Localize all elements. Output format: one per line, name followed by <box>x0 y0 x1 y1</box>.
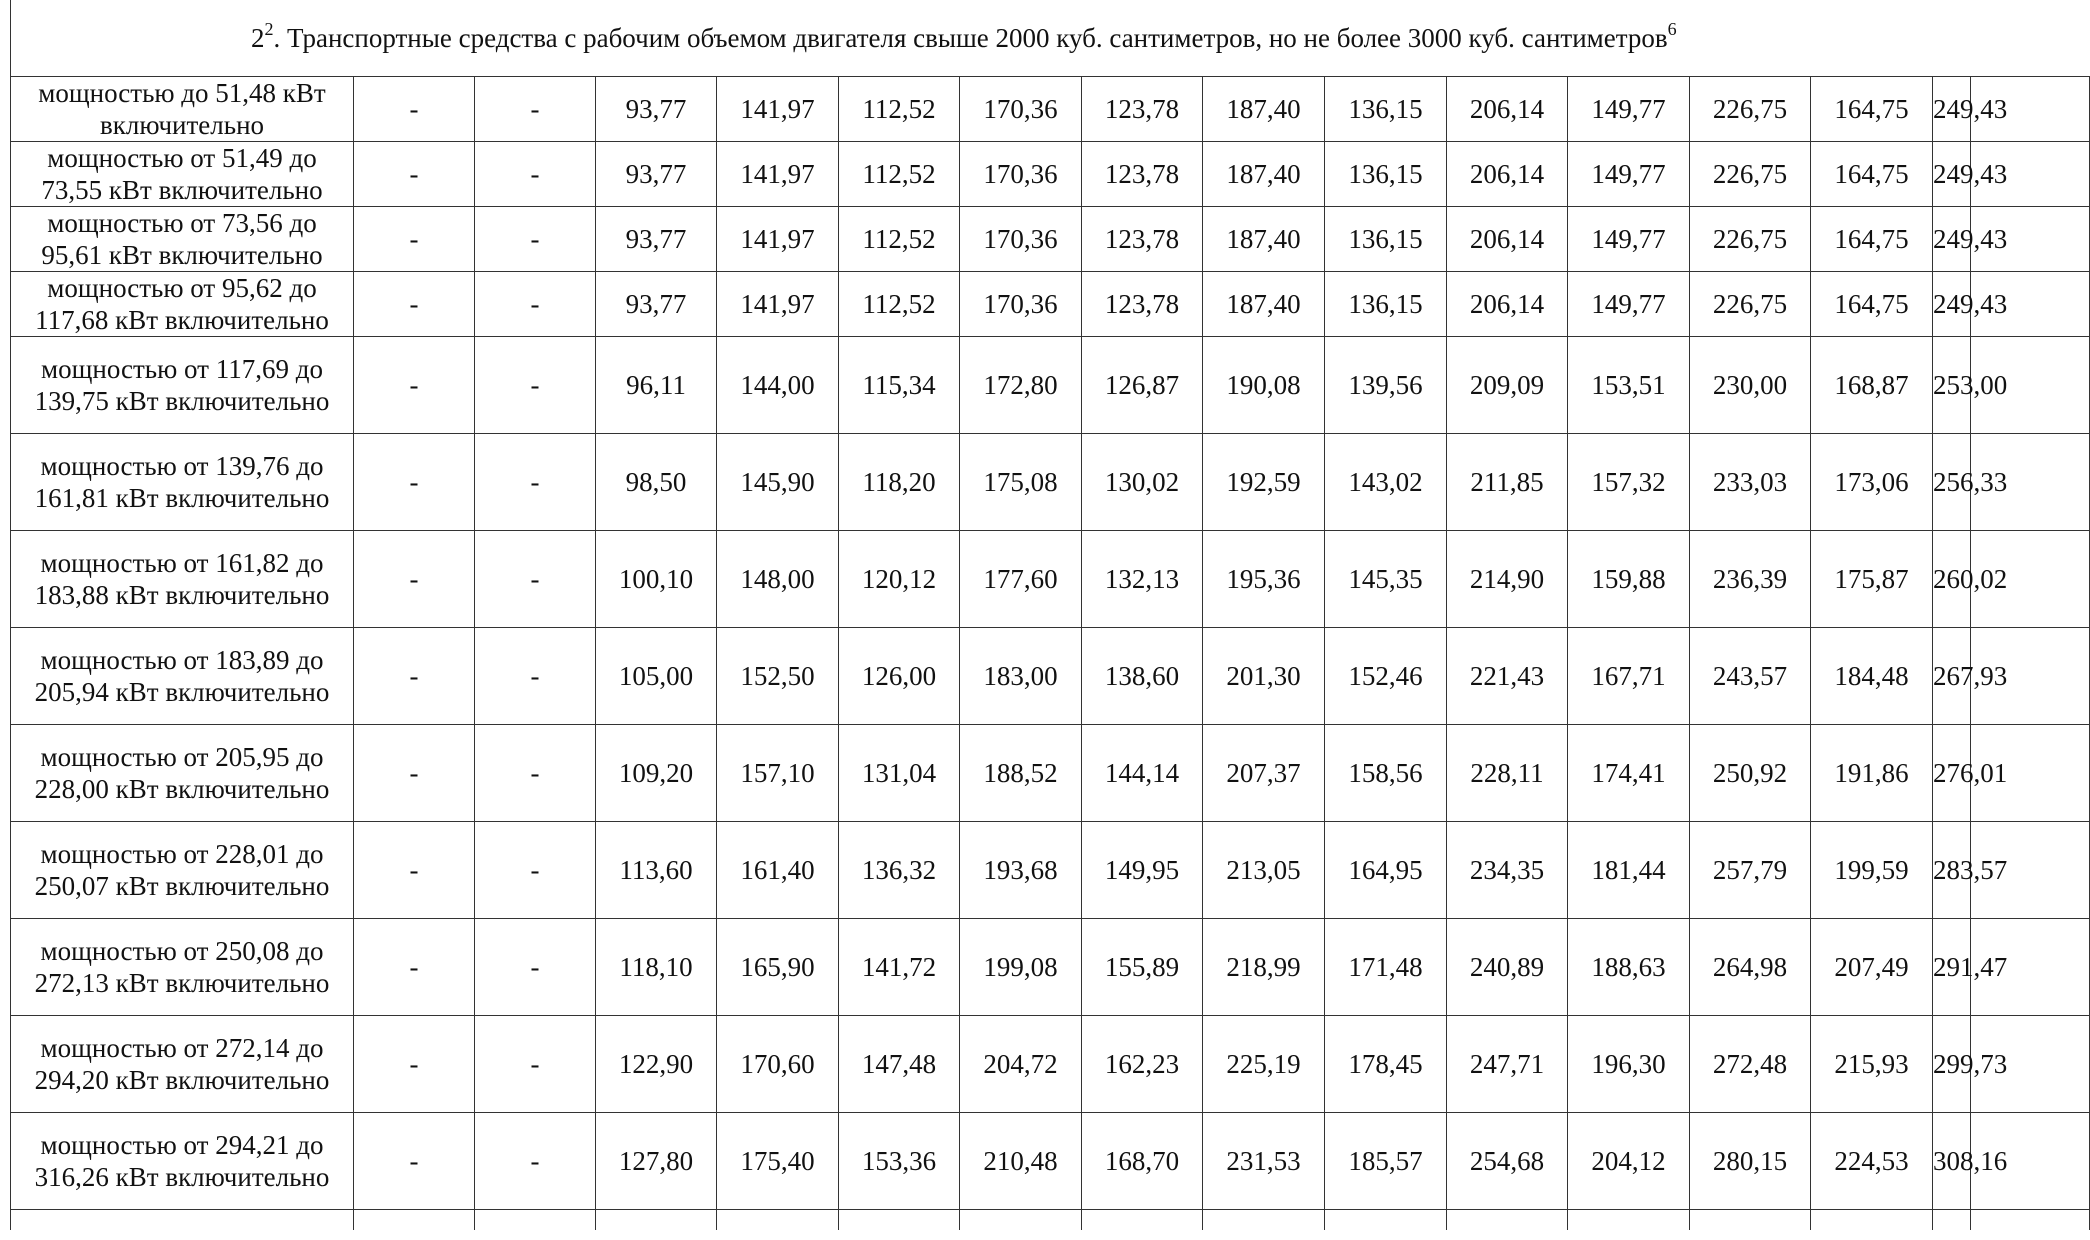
table-row <box>11 822 2090 919</box>
coefficient-cell: 155,89 <box>1082 919 1203 1016</box>
coefficient-cell: 145,90 <box>717 434 839 531</box>
coefficient-cell: 93,77 <box>596 207 717 272</box>
coefficient-cell: 144,00 <box>717 337 839 434</box>
coefficient-cell: 112,52 <box>839 207 960 272</box>
coefficient-cell: 157,10 <box>717 725 839 822</box>
coefficient-cell: 190,08 <box>1203 337 1325 434</box>
section-number: 2 <box>251 23 265 53</box>
empty-value-cell: - <box>475 337 596 434</box>
table-body <box>11 77 2090 1230</box>
coefficient-cell: 149,77 <box>1568 207 1690 272</box>
coefficient-cell: 141,97 <box>717 77 839 142</box>
power-range-label: мощностью от 95,62 до 117,68 кВт включительно <box>11 272 354 337</box>
power-range-label: мощностью от 117,69 до 139,75 кВт включительно <box>11 337 354 434</box>
cropped-cell <box>1933 1210 1971 1230</box>
coefficient-cell: 178,45 <box>1325 1016 1447 1113</box>
coefficient-cell: 100,10 <box>596 531 717 628</box>
power-range-label: мощностью до 51,48 кВт включительно <box>11 77 354 142</box>
coefficient-cell: 276,01 <box>1933 725 1971 822</box>
empty-value-cell: - <box>354 628 475 725</box>
coefficient-cell: 206,14 <box>1447 207 1568 272</box>
section-title-text <box>251 0 1677 77</box>
coefficient-cell: 272,48 <box>1690 1016 1811 1113</box>
coefficient-cell: 148,00 <box>717 531 839 628</box>
power-range-label: мощностью от 51,49 до 73,55 кВт включительно <box>11 142 354 207</box>
coefficient-cell: 145,35 <box>1325 531 1447 628</box>
coefficient-cell: 139,56 <box>1325 337 1447 434</box>
coefficient-cell: 249,43 <box>1933 142 1971 207</box>
power-range-label: мощностью от 294,21 до 316,26 кВт включительно <box>11 1113 354 1210</box>
coefficient-cell: 161,40 <box>717 822 839 919</box>
coefficient-cell: 256,33 <box>1933 434 1971 531</box>
power-range-label: мощностью от 228,01 до 250,07 кВт включительно <box>11 822 354 919</box>
coefficient-cell: 211,85 <box>1447 434 1568 531</box>
coefficient-cell: 308,16 <box>1933 1113 1971 1210</box>
coefficient-cell: 164,75 <box>1811 77 1933 142</box>
coefficient-cell: 136,15 <box>1325 272 1447 337</box>
coefficient-cell: 159,88 <box>1568 531 1690 628</box>
coefficient-cell: 170,36 <box>960 77 1082 142</box>
coefficient-cell: 157,32 <box>1568 434 1690 531</box>
coefficient-cell: 170,36 <box>960 142 1082 207</box>
cropped-cell <box>1811 1210 1933 1230</box>
coefficient-cell: 184,48 <box>1811 628 1933 725</box>
coefficient-cell: 98,50 <box>596 434 717 531</box>
empty-value-cell: - <box>475 77 596 142</box>
coefficient-cell: 118,20 <box>839 434 960 531</box>
empty-value-cell: - <box>354 531 475 628</box>
cropped-cell <box>11 1210 354 1230</box>
tariff-table <box>10 76 2090 1230</box>
coefficient-cell: 172,80 <box>960 337 1082 434</box>
coefficient-cell: 123,78 <box>1082 272 1203 337</box>
coefficient-cell: 123,78 <box>1082 77 1203 142</box>
coefficient-cell: 267,93 <box>1933 628 1971 725</box>
coefficient-cell: 136,32 <box>839 822 960 919</box>
cropped-cell <box>475 1210 596 1230</box>
empty-value-cell: - <box>475 207 596 272</box>
table-row <box>11 919 2090 1016</box>
table-row <box>11 531 2090 628</box>
coefficient-cell: 233,03 <box>1690 434 1811 531</box>
empty-value-cell: - <box>475 434 596 531</box>
coefficient-cell: 253,00 <box>1933 337 1971 434</box>
coefficient-cell: 280,15 <box>1690 1113 1811 1210</box>
coefficient-cell: 126,00 <box>839 628 960 725</box>
coefficient-cell: 226,75 <box>1690 77 1811 142</box>
empty-value-cell: - <box>354 77 475 142</box>
footnote-marker: 6 <box>1667 19 1677 39</box>
coefficient-cell: 206,14 <box>1447 77 1568 142</box>
table-row <box>11 142 2090 207</box>
coefficient-cell: 149,95 <box>1082 822 1203 919</box>
empty-value-cell: - <box>354 207 475 272</box>
coefficient-cell: 192,59 <box>1203 434 1325 531</box>
coefficient-cell: 249,43 <box>1933 77 1971 142</box>
coefficient-cell: 249,43 <box>1933 207 1971 272</box>
coefficient-cell: 109,20 <box>596 725 717 822</box>
coefficient-cell: 141,97 <box>717 142 839 207</box>
coefficient-cell: 199,59 <box>1811 822 1933 919</box>
coefficient-cell: 168,70 <box>1082 1113 1203 1210</box>
coefficient-cell: 187,40 <box>1203 207 1325 272</box>
cropped-cell <box>1568 1210 1690 1230</box>
coefficient-cell: 175,40 <box>717 1113 839 1210</box>
empty-value-cell: - <box>354 919 475 1016</box>
coefficient-cell: 136,15 <box>1325 77 1447 142</box>
coefficient-cell: 226,75 <box>1690 142 1811 207</box>
table-row <box>11 207 2090 272</box>
coefficient-cell: 123,78 <box>1082 207 1203 272</box>
coefficient-cell: 130,02 <box>1082 434 1203 531</box>
coefficient-cell: 228,11 <box>1447 725 1568 822</box>
coefficient-cell: 240,89 <box>1447 919 1568 1016</box>
cropped-cell <box>596 1210 717 1230</box>
coefficient-cell: 187,40 <box>1203 77 1325 142</box>
power-range-label: мощностью от 272,14 до 294,20 кВт включительно <box>11 1016 354 1113</box>
cropped-cell <box>354 1210 475 1230</box>
coefficient-cell: 123,78 <box>1082 142 1203 207</box>
coefficient-cell: 206,14 <box>1447 142 1568 207</box>
table-row <box>11 1016 2090 1113</box>
coefficient-cell: 168,87 <box>1811 337 1933 434</box>
coefficient-cell: 181,44 <box>1568 822 1690 919</box>
table-row <box>11 1113 2090 1210</box>
cropped-cell <box>1690 1210 1811 1230</box>
coefficient-cell: 152,46 <box>1325 628 1447 725</box>
coefficient-cell: 149,77 <box>1568 272 1690 337</box>
coefficient-cell: 118,10 <box>596 919 717 1016</box>
coefficient-cell: 193,68 <box>960 822 1082 919</box>
coefficient-cell: 141,97 <box>717 272 839 337</box>
coefficient-cell: 254,68 <box>1447 1113 1568 1210</box>
empty-value-cell: - <box>475 919 596 1016</box>
table-section-title <box>10 0 2085 77</box>
empty-value-cell: - <box>354 337 475 434</box>
coefficient-cell: 231,53 <box>1203 1113 1325 1210</box>
coefficient-cell: 113,60 <box>596 822 717 919</box>
coefficient-cell: 93,77 <box>596 142 717 207</box>
empty-value-cell: - <box>354 1113 475 1210</box>
coefficient-cell: 93,77 <box>596 272 717 337</box>
cropped-cell <box>717 1210 839 1230</box>
table-row <box>11 628 2090 725</box>
coefficient-cell: 165,90 <box>717 919 839 1016</box>
coefficient-cell: 174,41 <box>1568 725 1690 822</box>
coefficient-cell: 153,36 <box>839 1113 960 1210</box>
coefficient-cell: 170,60 <box>717 1016 839 1113</box>
coefficient-cell: 170,36 <box>960 272 1082 337</box>
coefficient-cell: 207,37 <box>1203 725 1325 822</box>
coefficient-cell: 225,19 <box>1203 1016 1325 1113</box>
coefficient-cell: 158,56 <box>1325 725 1447 822</box>
coefficient-cell: 234,35 <box>1447 822 1568 919</box>
coefficient-cell: 210,48 <box>960 1113 1082 1210</box>
coefficient-cell: 183,00 <box>960 628 1082 725</box>
coefficient-cell: 187,40 <box>1203 272 1325 337</box>
cropped-cell <box>1082 1210 1203 1230</box>
coefficient-cell: 204,72 <box>960 1016 1082 1113</box>
coefficient-cell: 164,75 <box>1811 272 1933 337</box>
power-range-label: мощностью от 250,08 до 272,13 кВт включительно <box>11 919 354 1016</box>
coefficient-cell: 115,34 <box>839 337 960 434</box>
coefficient-cell: 260,02 <box>1933 531 1971 628</box>
coefficient-cell: 215,93 <box>1811 1016 1933 1113</box>
empty-value-cell: - <box>354 434 475 531</box>
coefficient-cell: 170,36 <box>960 207 1082 272</box>
coefficient-cell: 224,53 <box>1811 1113 1933 1210</box>
coefficient-cell: 96,11 <box>596 337 717 434</box>
coefficient-cell: 164,95 <box>1325 822 1447 919</box>
coefficient-cell: 250,92 <box>1690 725 1811 822</box>
section-number-superscript: 2 <box>264 19 274 39</box>
coefficient-cell: 149,77 <box>1568 77 1690 142</box>
empty-value-cell: - <box>475 1016 596 1113</box>
power-range-label: мощностью от 161,82 до 183,88 кВт включительно <box>11 531 354 628</box>
empty-value-cell: - <box>475 725 596 822</box>
power-range-label: мощностью от 73,56 до 95,61 кВт включительно <box>11 207 354 272</box>
coefficient-cell: 127,80 <box>596 1113 717 1210</box>
empty-value-cell: - <box>475 142 596 207</box>
coefficient-cell: 195,36 <box>1203 531 1325 628</box>
power-range-label: мощностью от 183,89 до 205,94 кВт включительно <box>11 628 354 725</box>
coefficient-cell: 226,75 <box>1690 207 1811 272</box>
coefficient-cell: 126,87 <box>1082 337 1203 434</box>
coefficient-cell: 105,00 <box>596 628 717 725</box>
coefficient-cell: 177,60 <box>960 531 1082 628</box>
empty-value-cell: - <box>354 725 475 822</box>
empty-value-cell: - <box>475 272 596 337</box>
coefficient-cell: 213,05 <box>1203 822 1325 919</box>
coefficient-cell: 171,48 <box>1325 919 1447 1016</box>
coefficient-cell: 164,75 <box>1811 142 1933 207</box>
coefficient-cell: 206,14 <box>1447 272 1568 337</box>
coefficient-cell: 153,51 <box>1568 337 1690 434</box>
coefficient-cell: 112,52 <box>839 272 960 337</box>
power-range-label: мощностью от 205,95 до 228,00 кВт включительно <box>11 725 354 822</box>
coefficient-cell: 264,98 <box>1690 919 1811 1016</box>
cropped-cell <box>1971 1210 2090 1230</box>
coefficient-cell: 291,47 <box>1933 919 1971 1016</box>
coefficient-cell: 144,14 <box>1082 725 1203 822</box>
coefficient-cell: 214,90 <box>1447 531 1568 628</box>
table-row <box>11 725 2090 822</box>
coefficient-cell: 247,71 <box>1447 1016 1568 1113</box>
table-row <box>11 434 2090 531</box>
coefficient-cell: 257,79 <box>1690 822 1811 919</box>
coefficient-cell: 143,02 <box>1325 434 1447 531</box>
coefficient-cell: 218,99 <box>1203 919 1325 1016</box>
coefficient-cell: 164,75 <box>1811 207 1933 272</box>
cropped-cell <box>960 1210 1082 1230</box>
coefficient-cell: 207,49 <box>1811 919 1933 1016</box>
coefficient-cell: 209,09 <box>1447 337 1568 434</box>
cropped-row <box>11 1210 2090 1230</box>
empty-value-cell: - <box>475 531 596 628</box>
coefficient-cell: 173,06 <box>1811 434 1933 531</box>
coefficient-cell: 131,04 <box>839 725 960 822</box>
empty-value-cell: - <box>354 272 475 337</box>
coefficient-cell: 196,30 <box>1568 1016 1690 1113</box>
tariff-table-sheet <box>10 0 2085 1240</box>
coefficient-cell: 226,75 <box>1690 272 1811 337</box>
empty-value-cell: - <box>354 822 475 919</box>
coefficient-cell: 120,12 <box>839 531 960 628</box>
coefficient-cell: 175,87 <box>1811 531 1933 628</box>
table-row <box>11 77 2090 142</box>
coefficient-cell: 167,71 <box>1568 628 1690 725</box>
coefficient-cell: 141,72 <box>839 919 960 1016</box>
coefficient-cell: 141,97 <box>717 207 839 272</box>
table-row <box>11 272 2090 337</box>
empty-value-cell: - <box>475 1113 596 1210</box>
coefficient-cell: 152,50 <box>717 628 839 725</box>
coefficient-cell: 185,57 <box>1325 1113 1447 1210</box>
empty-value-cell: - <box>354 142 475 207</box>
coefficient-cell: 136,15 <box>1325 142 1447 207</box>
cropped-cell <box>1447 1210 1568 1230</box>
coefficient-cell: 187,40 <box>1203 142 1325 207</box>
coefficient-cell: 221,43 <box>1447 628 1568 725</box>
coefficient-cell: 149,77 <box>1568 142 1690 207</box>
coefficient-cell: 147,48 <box>839 1016 960 1113</box>
cropped-cell <box>839 1210 960 1230</box>
coefficient-cell: 162,23 <box>1082 1016 1203 1113</box>
cropped-cell <box>1325 1210 1447 1230</box>
coefficient-cell: 201,30 <box>1203 628 1325 725</box>
coefficient-cell: 283,57 <box>1933 822 1971 919</box>
coefficient-cell: 93,77 <box>596 77 717 142</box>
coefficient-cell: 199,08 <box>960 919 1082 1016</box>
cropped-cell <box>1203 1210 1325 1230</box>
power-range-label: мощностью от 139,76 до 161,81 кВт включительно <box>11 434 354 531</box>
coefficient-cell: 236,39 <box>1690 531 1811 628</box>
coefficient-cell: 122,90 <box>596 1016 717 1113</box>
empty-value-cell: - <box>354 1016 475 1113</box>
section-title-body: . Транспортные средства с рабочим объемом двигателя свыше 2000 куб. сантиметров, но не более 3000 куб. сантиметров <box>273 23 1668 53</box>
coefficient-cell: 230,00 <box>1690 337 1811 434</box>
coefficient-cell: 191,86 <box>1811 725 1933 822</box>
coefficient-cell: 243,57 <box>1690 628 1811 725</box>
coefficient-cell: 112,52 <box>839 142 960 207</box>
coefficient-cell: 136,15 <box>1325 207 1447 272</box>
coefficient-cell: 188,52 <box>960 725 1082 822</box>
coefficient-cell: 175,08 <box>960 434 1082 531</box>
coefficient-cell: 299,73 <box>1933 1016 1971 1113</box>
coefficient-cell: 249,43 <box>1933 272 1971 337</box>
coefficient-cell: 204,12 <box>1568 1113 1690 1210</box>
table-row <box>11 337 2090 434</box>
coefficient-cell: 138,60 <box>1082 628 1203 725</box>
coefficient-cell: 112,52 <box>839 77 960 142</box>
empty-value-cell: - <box>475 628 596 725</box>
coefficient-cell: 188,63 <box>1568 919 1690 1016</box>
empty-value-cell: - <box>475 822 596 919</box>
coefficient-cell: 132,13 <box>1082 531 1203 628</box>
